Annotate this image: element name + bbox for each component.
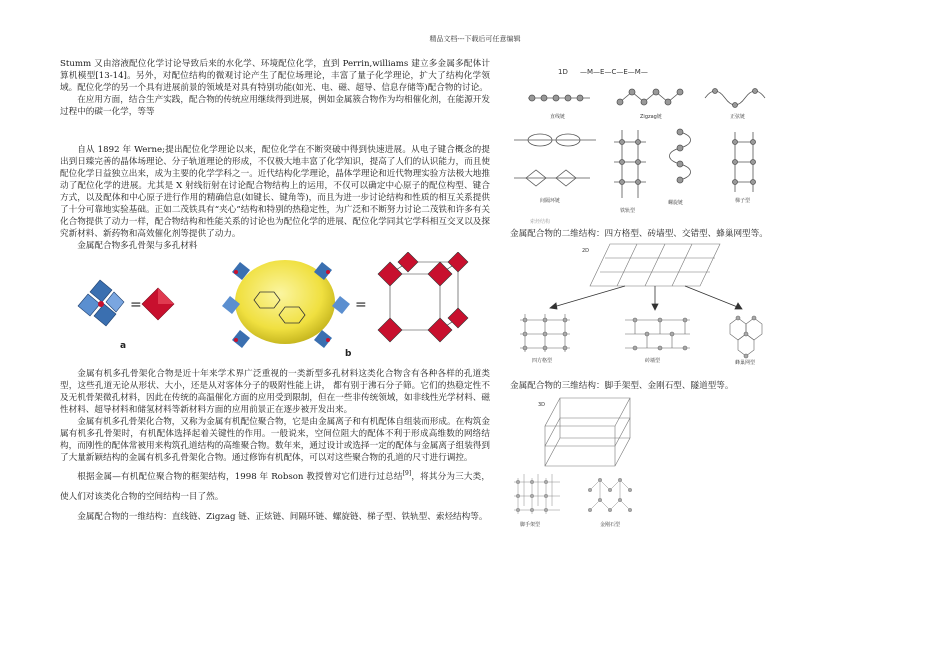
one-dimensional-structures-figure xyxy=(510,58,870,228)
figure-label-a: a xyxy=(120,341,127,351)
rail-chain-icon xyxy=(614,130,646,198)
section-heading-porous: 金属配合物多孔骨架与多孔材料 xyxy=(77,241,198,251)
ladder-chain-icon xyxy=(733,132,756,192)
figure-label-b: b xyxy=(345,349,352,359)
svg-text:=: = xyxy=(355,297,367,313)
honeycomb-2d-icon xyxy=(730,316,762,358)
label-2d: 2D xyxy=(582,248,590,254)
right-column xyxy=(510,58,870,532)
blue-cluster-icon xyxy=(78,280,124,326)
label-ladder: 梯子型 xyxy=(735,198,751,204)
label-honeycomb: 蜂巢网型 xyxy=(735,360,756,366)
label-diamond: 金刚石型 xyxy=(600,522,621,528)
svg-text:=: = xyxy=(130,297,142,313)
caption-2d: 金属配合物的二维结构：四方格型、砖墙型、交错型、蜂巢网型等。 xyxy=(510,229,768,239)
chain-formula: —M—E—C—E—M— xyxy=(580,68,648,76)
layer-grid-icon xyxy=(590,244,720,286)
label-1d: 1D xyxy=(558,68,568,76)
paragraph-2: 在应用方面，结合生产实践，配合物的传统应用继续得到进展，例如金属簇合物作为均相催化剂，在能源开发过程中的碳一化学，等等 xyxy=(60,95,490,117)
scaffold-3d-icon xyxy=(514,474,560,514)
two-dimensional-structures-figure xyxy=(510,240,870,366)
helix-chain-icon xyxy=(670,129,691,183)
label-sine: 正弦链 xyxy=(730,114,746,120)
paragraph-7: 根据金属—有机配位聚合物的框架结构，1998 年 Robson 教授曾对它们进行过总结[9]，将其分为三大类，使人们对该类化合物的空间结构一目了然。 xyxy=(60,470,490,502)
paragraph-3: 自从 1892 年 Werne;提出配位化学理论以来，配位化学在不断突破中得到快速进展。从电子键合概念的提出到日臻完善的晶体场理论、分子轨道理论的形成，不仅极大地丰富了化学知识，提高了人们的认识能力，而且使配位化学日益独立出来，成为主要的化学学科之一。近代结构化学理论，晶体学理论和近代物理实验方法极大地推动了配位化学的进展。尤其是 X 射线衍射在讨论配合物结构上的运用，不仅可以确定中心原子的配位构型、键合方式，以及配体和中心原子进行作用的精确信息(如键长、键角等)，而且为进一步讨论结构和性质的相互关系提供了十分可靠地实验基础。正如二茂铁具有“夹心”结构和特别的热稳定性，为广泛和不断努力讨论二茂铁和许多有关化合物提供了动力一样，配合物结构和性能关系的讨论也为配位化学的进展、配位化学同其它学科相互交叉以及探究新材料、新药物和高效催化剂等提供了动力。 xyxy=(60,145,490,239)
porous-framework-figure xyxy=(60,252,490,362)
label-helix: 螺旋链 xyxy=(668,200,684,206)
label-scaffold: 脚手架型 xyxy=(520,522,541,528)
paragraph-6: 金属有机多孔骨架化合物，又称为金属有机配位聚合物，它是由金属离子和有机配体自组装而形成。在构筑金属有机多孔骨架时，有机配体选择起着关键性的作用。一般说来，空间位阻大的配体不利于形成高维数的网络结构，而刚性的配体常被用来构筑孔道结构的高维聚合物。数年来，通过设计或选择一定的配体与金属离子组装得到了大量新颖结构的金属有机多孔骨架化合物。通过修饰有机配体，可以对这些聚合物的孔道的尺寸进行调控。 xyxy=(60,417,490,463)
three-dimensional-structures-figure xyxy=(510,392,870,532)
diamond-3d-icon xyxy=(588,478,632,512)
framework-sphere-icon xyxy=(222,260,350,348)
ring-chain-icon xyxy=(514,134,596,186)
page-header: 精品文档---下载后可任意编辑 xyxy=(429,35,521,43)
linear-chain-icon xyxy=(528,95,590,101)
paragraph-5: 金属有机多孔骨架化合物是近十年来学术界广泛重视的一类新型多孔材料这类化合物含有各种各样的孔道类型，这些孔道无论从形状、大小，还是从对客体分子的吸附性能上讲， 都有别于沸石分子筛。它们的热稳定性不及无机骨架微孔材料，因此在传统的高温催化方面的应用受到限制，但在一些非传统领域，如非线性光学材料、磁性材料、超导材料和储氢材料等新材料方面的应用前景正在逐步被开发出来。 xyxy=(60,369,490,415)
layered-3d-icon xyxy=(545,398,630,466)
left-column xyxy=(60,58,490,527)
paragraph-1: Stumm 又由溶液配位化学讨论导致后来的水化学、环境配位化学，直到 Perrin,williams 建立多金属多配体计算机模型[13-14]。另外，对配位结构的微观讨论产生了配位场理论，丰富了量子化学理论，扩大了结构化学领域。配位化学的另一个具有进展前景的领域是对具有特别功能(如光、电、磁、超导、信息存储等)配合物的讨论。 xyxy=(60,59,490,93)
citation-9: [9] xyxy=(402,470,412,477)
sine-chain-icon xyxy=(705,89,765,108)
label-zigzag: Zigzag链 xyxy=(640,114,662,120)
paragraph-8: 金属配合物的一维结构：直线链、Zigzag 链、正炫链、间隔环链、螺旋链、梯子型、铁轨型、索烃结构等。 xyxy=(77,511,488,522)
label-catenane: 索烃结构 xyxy=(530,219,551,225)
label-ring: 间隔环链 xyxy=(540,198,561,204)
label-linear: 直线链 xyxy=(550,114,566,120)
red-octahedra-cube-icon xyxy=(378,252,468,342)
label-3d: 3D xyxy=(538,402,546,408)
label-brick: 砖墙型 xyxy=(645,358,661,364)
label-rail: 铁轨型 xyxy=(620,208,636,214)
zigzag-chain-icon xyxy=(617,89,683,105)
brick-2d-icon xyxy=(625,318,690,350)
label-grid: 四方格型 xyxy=(532,358,553,364)
caption-3d: 金属配合物的三维结构：脚手架型、金刚石型、隧道型等。 xyxy=(510,381,734,391)
grid-2d-icon xyxy=(520,314,570,352)
